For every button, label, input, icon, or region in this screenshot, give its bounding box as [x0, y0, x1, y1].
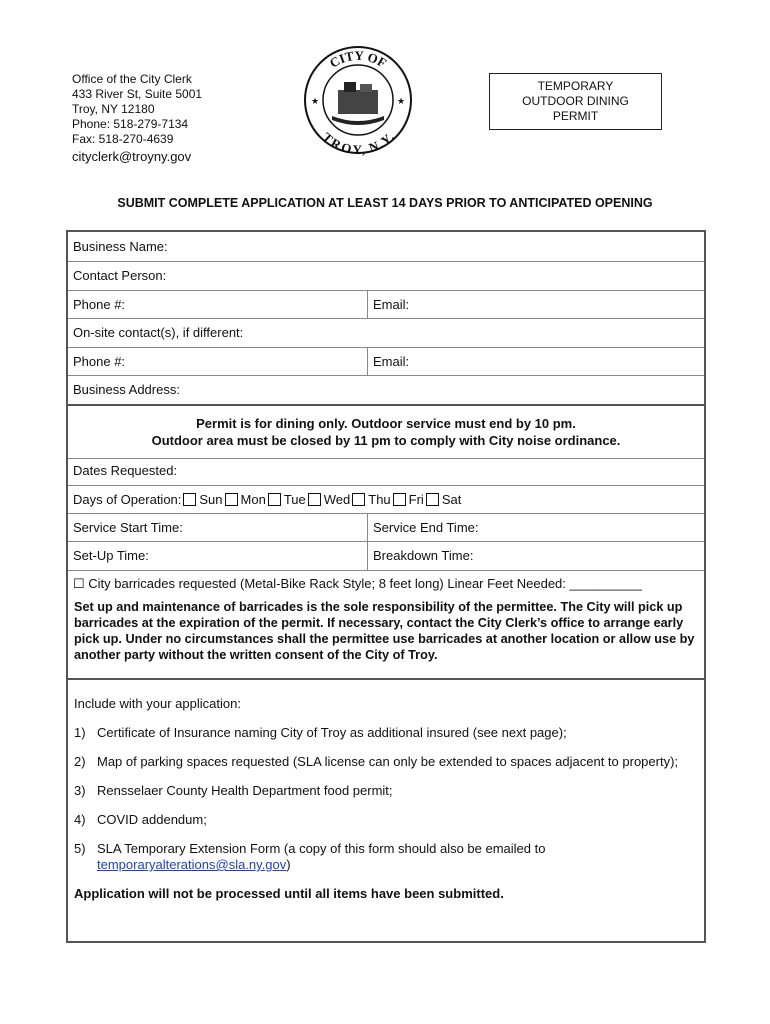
include-title: Include with your application:	[74, 696, 241, 711]
list-item-number: 3)	[74, 783, 86, 798]
dates-requested-label: Dates Requested:	[73, 463, 178, 478]
days-of-operation	[68, 485, 461, 513]
svg-text:★: ★	[397, 96, 406, 106]
day-sat-label: Sat	[441, 491, 462, 507]
checkbox-wed[interactable]	[308, 493, 321, 506]
dates-requested-field[interactable]	[68, 456, 704, 486]
barricades-request-label: ☐ City barricades requested (Metal-Bike Rack Style; 8 feet long) Linear Feet Needed: __________	[73, 576, 642, 591]
notice-line-1: Permit is for dining only. Outdoor service must end by 10 pm.	[196, 416, 576, 431]
seal-bottom-text: TROY, N.Y.	[319, 129, 398, 156]
permit-title-box	[489, 73, 662, 130]
checkbox-mon[interactable]	[225, 493, 238, 506]
days-of-operation-row	[68, 485, 704, 514]
breakdown-time-field[interactable]	[368, 541, 473, 570]
checkbox-fri[interactable]	[393, 493, 406, 506]
list-item-number: 2)	[74, 754, 86, 769]
setup-time-label: Set-Up Time:	[73, 548, 149, 563]
days-of-operation-label: Days of Operation:	[73, 491, 182, 507]
barricade-responsibility-warning: Set up and maintenance of barricades is the sole responsibility of the permittee. The City will pick up barricades at the expiration of the permit. If necessary, contact the City Clerk’s office to arrange early pick up. Under no circumstances shall the permittee use barricades at another location or allow use by another party without the written consent of the City of Troy.	[74, 600, 695, 662]
list-item-text: COVID addendum;	[97, 812, 207, 827]
onsite-email-label: Email:	[373, 353, 410, 369]
office-fax: Fax: 518-270-4639	[72, 132, 174, 146]
phone-label: Phone #:	[73, 296, 126, 312]
office-address-block	[72, 72, 202, 164]
list-item-text: Certificate of Insurance naming City of Troy as additional insured (see next page);	[97, 725, 567, 740]
contact-person-label: Contact Person:	[73, 268, 167, 283]
list-item-text: Rensselaer County Health Department food permit;	[97, 783, 393, 798]
list-item	[74, 841, 694, 873]
submission-deadline-heading: SUBMIT COMPLETE APPLICATION AT LEAST 14 DAYS PRIOR TO ANTICIPATED OPENING	[117, 196, 653, 210]
barricades-request-row[interactable]	[68, 570, 704, 598]
breakdown-time-label: Breakdown Time:	[373, 548, 474, 563]
sla-close-paren: )	[286, 857, 291, 872]
office-city: Troy, NY 12180	[72, 102, 155, 116]
business-name-field[interactable]	[68, 232, 704, 262]
svg-text:TROY, N.Y.	[319, 129, 397, 156]
checkbox-sat[interactable]	[426, 493, 439, 506]
office-phone: Phone: 518-279-7134	[72, 117, 189, 131]
list-item-number: 1)	[74, 725, 86, 740]
list-item	[74, 783, 694, 799]
service-end-field[interactable]	[368, 513, 479, 541]
notice-line-2: Outdoor area must be closed by 11 pm to comply with City noise ordinance.	[151, 433, 621, 448]
onsite-phone-email-row	[68, 347, 704, 376]
phone-email-row	[68, 290, 704, 319]
day-wed-label: Wed	[323, 491, 351, 507]
required-attachments-section	[74, 696, 694, 902]
onsite-contact-label: On-site contact(s), if different:	[73, 325, 244, 340]
application-form	[66, 230, 706, 943]
list-item	[74, 754, 694, 770]
permit-title-line-2: OUTDOOR DINING	[522, 94, 629, 108]
office-email: cityclerk@troyny.gov	[72, 149, 192, 164]
dining-hours-notice	[68, 404, 704, 459]
processing-note: Application will not be processed until all items have been submitted.	[74, 886, 504, 901]
list-item-number: 5)	[74, 841, 86, 856]
onsite-phone-field[interactable]	[68, 347, 368, 375]
list-item	[74, 725, 694, 741]
phone-field[interactable]	[68, 290, 368, 318]
onsite-contact-field[interactable]	[68, 318, 704, 348]
business-address-field[interactable]	[68, 375, 704, 404]
service-start-field[interactable]	[68, 513, 368, 541]
permit-title-line-3: PERMIT	[552, 109, 599, 123]
list-item	[74, 812, 694, 828]
service-end-label: Service End Time:	[373, 519, 479, 535]
seal-top-text: CITY OF	[326, 47, 390, 71]
office-street: 433 River St, Suite 5001	[72, 87, 203, 101]
permit-title-line-1: TEMPORARY	[537, 79, 614, 93]
day-fri-label: Fri	[408, 491, 424, 507]
sla-email-link[interactable]: temporaryalterations@sla.ny.gov	[97, 857, 287, 872]
business-address-label: Business Address:	[73, 382, 180, 397]
contact-person-field[interactable]	[68, 261, 704, 291]
checkbox-thu[interactable]	[352, 493, 365, 506]
day-mon-label: Mon	[240, 491, 266, 507]
email-label: Email:	[373, 296, 410, 312]
day-tue-label: Tue	[283, 491, 306, 507]
onsite-phone-label: Phone #:	[73, 353, 126, 369]
list-item-number: 4)	[74, 812, 86, 827]
section-divider	[68, 678, 704, 680]
list-item-text: Map of parking spaces requested (SLA license can only be extended to spaces adjacent to property);	[97, 754, 679, 769]
sla-form-text: SLA Temporary Extension Form (a copy of this form should also be emailed to	[97, 841, 546, 856]
email-field[interactable]	[368, 290, 409, 318]
day-thu-label: Thu	[368, 491, 391, 507]
checkbox-sun[interactable]	[183, 493, 196, 506]
checkbox-tue[interactable]	[268, 493, 281, 506]
setup-breakdown-row	[68, 541, 704, 571]
service-time-row	[68, 513, 704, 542]
office-name: Office of the City Clerk	[72, 72, 192, 86]
business-name-label: Business Name:	[73, 239, 168, 254]
onsite-email-field[interactable]	[368, 347, 409, 375]
service-start-label: Service Start Time:	[73, 519, 183, 535]
day-sun-label: Sun	[199, 491, 223, 507]
svg-text:★: ★	[311, 96, 320, 106]
city-seal-logo	[302, 44, 414, 156]
setup-time-field[interactable]	[68, 541, 368, 570]
list-item-text	[97, 841, 545, 873]
